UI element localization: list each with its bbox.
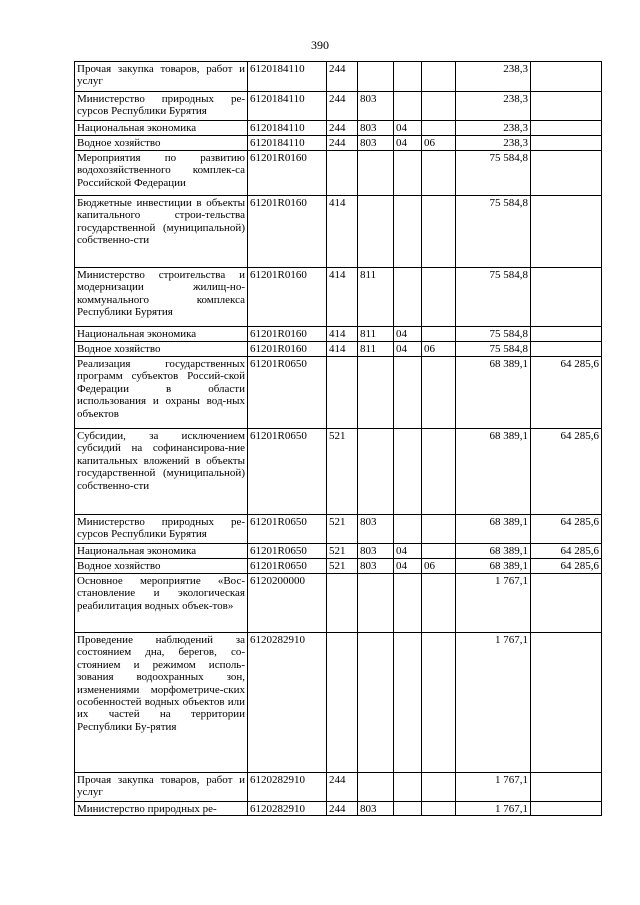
federal-amount-cell [531, 802, 602, 816]
section-code-cell [394, 151, 422, 196]
federal-amount-cell [531, 574, 602, 633]
federal-amount-cell [531, 633, 602, 773]
table-row [75, 327, 602, 342]
total-amount-cell: 1 767,1 [456, 574, 531, 633]
ministry-code-cell: 803 [358, 136, 394, 151]
ministry-code-cell: 811 [358, 342, 394, 357]
target-article-code-cell: 6120282910 [248, 802, 327, 816]
total-amount-cell: 1 767,1 [456, 633, 531, 773]
row-name-cell: Национальная экономика [75, 327, 248, 342]
federal-amount-cell [531, 327, 602, 342]
subsection-code-cell [422, 633, 456, 773]
target-article-code-cell: 6120200000 [248, 574, 327, 633]
total-amount-cell: 75 584,8 [456, 327, 531, 342]
section-code-cell [394, 357, 422, 429]
ministry-code-cell: 803 [358, 92, 394, 121]
expense-type-code-cell [327, 633, 358, 773]
section-code-cell [394, 92, 422, 121]
section-code-cell: 04 [394, 559, 422, 574]
federal-amount-cell [531, 196, 602, 268]
target-article-code-cell: 6120282910 [248, 773, 327, 802]
row-name-cell: Водное хозяйство [75, 136, 248, 151]
section-code-cell [394, 268, 422, 327]
subsection-code-cell [422, 357, 456, 429]
section-code-cell [394, 196, 422, 268]
total-amount-cell: 68 389,1 [456, 515, 531, 544]
total-amount-cell: 238,3 [456, 121, 531, 136]
federal-amount-cell [531, 62, 602, 92]
total-amount-cell: 238,3 [456, 136, 531, 151]
total-amount-cell: 238,3 [456, 62, 531, 92]
target-article-code-cell: 61201R0650 [248, 515, 327, 544]
table-row [75, 633, 602, 773]
row-name-cell: Министерство природных ре-сурсов Республики Бурятия [75, 515, 248, 544]
subsection-code-cell [422, 773, 456, 802]
table-row [75, 802, 602, 816]
row-name-cell: Реализация государственных программ субъектов Россий-ской Федерации в области использования и охраны вод-ных объектов [75, 357, 248, 429]
target-article-code-cell: 61201R0650 [248, 357, 327, 429]
ministry-code-cell: 803 [358, 121, 394, 136]
federal-amount-cell [531, 151, 602, 196]
expense-type-code-cell: 244 [327, 121, 358, 136]
table-row [75, 515, 602, 544]
federal-amount-cell [531, 268, 602, 327]
target-article-code-cell: 6120184110 [248, 62, 327, 92]
row-name-cell: Национальная экономика [75, 121, 248, 136]
ministry-code-cell [358, 151, 394, 196]
table-row [75, 196, 602, 268]
total-amount-cell: 238,3 [456, 92, 531, 121]
subsection-code-cell [422, 515, 456, 544]
expense-type-code-cell: 521 [327, 429, 358, 515]
total-amount-cell: 75 584,8 [456, 342, 531, 357]
ministry-code-cell [358, 62, 394, 92]
table-row [75, 357, 602, 429]
table-row [75, 342, 602, 357]
row-name-cell: Водное хозяйство [75, 559, 248, 574]
subsection-code-cell: 06 [422, 559, 456, 574]
total-amount-cell: 75 584,8 [456, 268, 531, 327]
subsection-code-cell [422, 268, 456, 327]
section-code-cell: 04 [394, 121, 422, 136]
federal-amount-cell: 64 285,6 [531, 429, 602, 515]
budget-table [74, 61, 602, 816]
total-amount-cell: 68 389,1 [456, 544, 531, 559]
ministry-code-cell: 811 [358, 268, 394, 327]
section-code-cell: 04 [394, 327, 422, 342]
row-name-cell: Министерство строительства и модернизации жилищ-но-коммунального комплекса Республики Бурятия [75, 268, 248, 327]
expense-type-code-cell: 521 [327, 515, 358, 544]
subsection-code-cell [422, 327, 456, 342]
subsection-code-cell [422, 802, 456, 816]
row-name-cell: Национальная экономика [75, 544, 248, 559]
expense-type-code-cell: 414 [327, 268, 358, 327]
subsection-code-cell [422, 151, 456, 196]
table-row [75, 151, 602, 196]
target-article-code-cell: 6120184110 [248, 92, 327, 121]
expense-type-code-cell: 244 [327, 773, 358, 802]
table-row [75, 559, 602, 574]
subsection-code-cell [422, 121, 456, 136]
page-number: 390 [311, 38, 329, 52]
ministry-code-cell: 803 [358, 544, 394, 559]
section-code-cell [394, 633, 422, 773]
target-article-code-cell: 6120184110 [248, 121, 327, 136]
table-row [75, 574, 602, 633]
subsection-code-cell: 06 [422, 136, 456, 151]
table-row [75, 62, 602, 92]
section-code-cell [394, 62, 422, 92]
expense-type-code-cell [327, 357, 358, 429]
ministry-code-cell: 811 [358, 327, 394, 342]
section-code-cell: 04 [394, 544, 422, 559]
federal-amount-cell [531, 773, 602, 802]
expense-type-code-cell: 244 [327, 62, 358, 92]
target-article-code-cell: 61201R0650 [248, 559, 327, 574]
row-name-cell: Министерство природных ре-сурсов Республики Бурятия [75, 92, 248, 121]
section-code-cell [394, 773, 422, 802]
ministry-code-cell: 803 [358, 559, 394, 574]
federal-amount-cell: 64 285,6 [531, 559, 602, 574]
ministry-code-cell [358, 633, 394, 773]
total-amount-cell: 75 584,8 [456, 151, 531, 196]
row-name-cell: Министерство природных ре- [75, 802, 248, 816]
table-row [75, 92, 602, 121]
federal-amount-cell [531, 121, 602, 136]
section-code-cell [394, 515, 422, 544]
federal-amount-cell: 64 285,6 [531, 357, 602, 429]
subsection-code-cell [422, 544, 456, 559]
table-row [75, 429, 602, 515]
row-name-cell: Мероприятия по развитию водохозяйственного комплек-са Российской Федерации [75, 151, 248, 196]
row-name-cell: Водное хозяйство [75, 342, 248, 357]
federal-amount-cell [531, 92, 602, 121]
federal-amount-cell: 64 285,6 [531, 515, 602, 544]
ministry-code-cell: 803 [358, 802, 394, 816]
expense-type-code-cell: 244 [327, 136, 358, 151]
table-row [75, 544, 602, 559]
ministry-code-cell [358, 773, 394, 802]
ministry-code-cell [358, 574, 394, 633]
target-article-code-cell: 61201R0650 [248, 429, 327, 515]
total-amount-cell: 75 584,8 [456, 196, 531, 268]
expense-type-code-cell: 414 [327, 342, 358, 357]
expense-type-code-cell: 244 [327, 92, 358, 121]
ministry-code-cell [358, 196, 394, 268]
subsection-code-cell [422, 574, 456, 633]
row-name-cell: Бюджетные инвестиции в объекты капитального строи-тельства государственной (муниципальной) собственно-сти [75, 196, 248, 268]
federal-amount-cell: 64 285,6 [531, 544, 602, 559]
subsection-code-cell [422, 429, 456, 515]
expense-type-code-cell: 414 [327, 196, 358, 268]
section-code-cell: 04 [394, 342, 422, 357]
expense-type-code-cell [327, 574, 358, 633]
target-article-code-cell: 61201R0160 [248, 342, 327, 357]
target-article-code-cell: 6120282910 [248, 633, 327, 773]
table-row [75, 136, 602, 151]
row-name-cell: Проведение наблюдений за состоянием дна, берегов, со-стоянием и режимом исполь-зования водоохранных зон, изменениями морфометриче-ских особенностей водных объектов или их частей на территории Республики Бу-рятия [75, 633, 248, 773]
total-amount-cell: 68 389,1 [456, 429, 531, 515]
section-code-cell [394, 574, 422, 633]
row-name-cell: Прочая закупка товаров, работ и услуг [75, 773, 248, 802]
table-row [75, 268, 602, 327]
subsection-code-cell [422, 62, 456, 92]
ministry-code-cell: 803 [358, 515, 394, 544]
target-article-code-cell: 61201R0650 [248, 544, 327, 559]
row-name-cell: Субсидии, за исключением субсидий на софинансирова-ние капитальных вложений в объекты государственной (муниципальной) собственно-сти [75, 429, 248, 515]
total-amount-cell: 1 767,1 [456, 802, 531, 816]
target-article-code-cell: 61201R0160 [248, 327, 327, 342]
row-name-cell: Прочая закупка товаров, работ и услуг [75, 62, 248, 92]
row-name-cell: Основное мероприятие «Вос-становление и экологическая реабилитация водных объек-тов» [75, 574, 248, 633]
expense-type-code-cell [327, 151, 358, 196]
federal-amount-cell [531, 136, 602, 151]
section-code-cell [394, 802, 422, 816]
expense-type-code-cell: 521 [327, 544, 358, 559]
subsection-code-cell [422, 196, 456, 268]
federal-amount-cell [531, 342, 602, 357]
table-row [75, 121, 602, 136]
ministry-code-cell [358, 429, 394, 515]
total-amount-cell: 68 389,1 [456, 559, 531, 574]
target-article-code-cell: 61201R0160 [248, 151, 327, 196]
target-article-code-cell: 6120184110 [248, 136, 327, 151]
table-row [75, 773, 602, 802]
section-code-cell [394, 429, 422, 515]
expense-type-code-cell: 244 [327, 802, 358, 816]
ministry-code-cell [358, 357, 394, 429]
target-article-code-cell: 61201R0160 [248, 268, 327, 327]
subsection-code-cell [422, 92, 456, 121]
target-article-code-cell: 61201R0160 [248, 196, 327, 268]
expense-type-code-cell: 521 [327, 559, 358, 574]
subsection-code-cell: 06 [422, 342, 456, 357]
total-amount-cell: 1 767,1 [456, 773, 531, 802]
section-code-cell: 04 [394, 136, 422, 151]
expense-type-code-cell: 414 [327, 327, 358, 342]
total-amount-cell: 68 389,1 [456, 357, 531, 429]
